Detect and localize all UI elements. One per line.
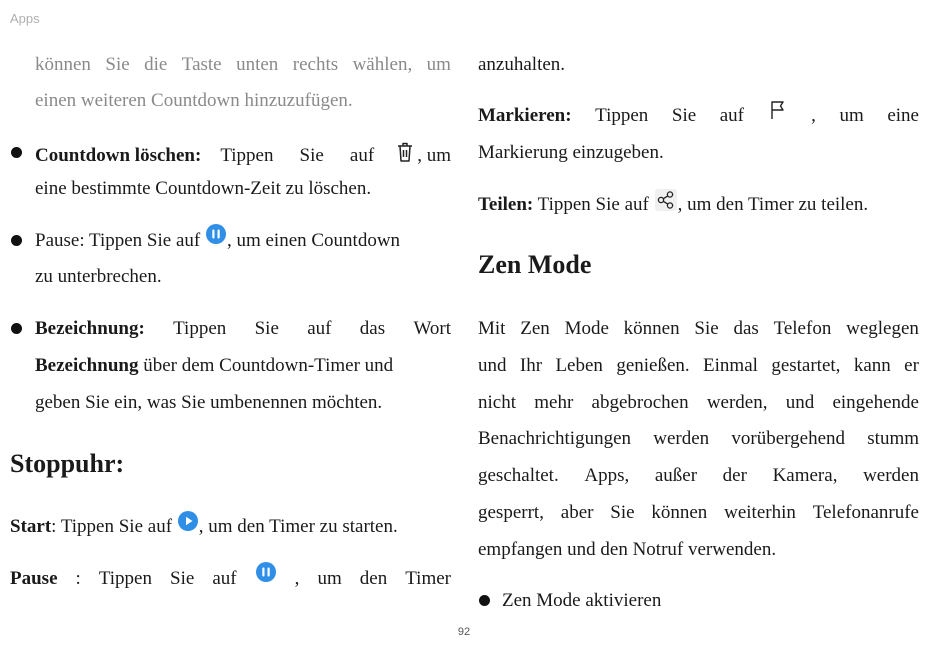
mark-line-1: [478, 104, 919, 128]
page-number: 92: [457, 626, 471, 638]
word: geschaltet.: [478, 465, 559, 486]
share-text-b: , um den Timer zu teilen.: [677, 193, 869, 215]
word: wählen,: [352, 54, 413, 75]
play-icon: [177, 510, 199, 539]
mark-line-2: Markierung einzugeben.: [478, 142, 664, 163]
word: weiterhin: [724, 502, 796, 523]
word: auf: [349, 144, 375, 166]
word: unten: [236, 54, 279, 75]
bullet-zen: [479, 595, 490, 606]
zen-para-line-3: [478, 391, 919, 415]
word: Zen: [520, 318, 550, 339]
word: können: [35, 54, 91, 75]
pause-icon: [255, 561, 277, 590]
word: stumm: [867, 428, 919, 449]
word: nicht: [478, 392, 516, 413]
word: Ihr: [519, 355, 543, 376]
left-line-2: einen weiteren Countdown hinzuzufügen.: [35, 90, 353, 111]
zen-para-line-6: [478, 501, 919, 525]
word: rechts: [292, 54, 339, 75]
word: eine: [887, 105, 919, 126]
running-header: Apps: [10, 11, 40, 26]
trash-icon: [395, 141, 415, 170]
word: Sie: [170, 568, 195, 589]
share-icon: [654, 188, 678, 219]
word: können: [623, 318, 680, 339]
word: das: [359, 318, 386, 339]
flag-icon: [768, 99, 788, 128]
zen-activate-item: Zen Mode aktivieren: [502, 590, 662, 611]
word: Telefon: [773, 318, 832, 339]
label-line-2: [35, 354, 451, 378]
word: außer: [654, 465, 698, 486]
right-line-1: anzuhalten.: [478, 54, 566, 75]
word: können: [651, 502, 708, 523]
zen-para-line-1: [478, 317, 919, 341]
word: die: [144, 54, 168, 75]
word: Sie: [105, 54, 130, 75]
word: kann: [853, 355, 891, 376]
word: Tippen: [595, 105, 649, 126]
word: Sie: [694, 318, 719, 339]
pause2-term: Pause: [10, 568, 58, 589]
word: und: [478, 355, 507, 376]
start-text-a: : Tippen Sie auf: [51, 516, 173, 537]
word: gestartet,: [771, 355, 841, 376]
word: das: [733, 318, 759, 339]
word: Einmal: [703, 355, 758, 376]
left-line-1: [35, 53, 451, 77]
zen-para-line-7: empfangen und den Notruf verwenden.: [478, 539, 777, 560]
word: Benachrichtigungen: [478, 428, 632, 449]
word: mehr: [534, 392, 574, 413]
word: abgebrochen: [591, 392, 689, 413]
stopwatch-heading: Stoppuhr:: [10, 449, 125, 478]
pause-text-a: Pause: Tippen Sie auf: [35, 230, 201, 251]
word: und: [785, 392, 815, 413]
delete-text-end: , um: [417, 144, 451, 166]
word: um: [839, 105, 864, 126]
pause-icon: [205, 223, 227, 252]
zen-heading: Zen Mode: [478, 250, 592, 279]
word: gesperrt,: [478, 502, 544, 523]
label-line-2-rest: über dem Countdown-Timer und: [138, 355, 394, 376]
word: Sie: [299, 144, 324, 166]
word: werden: [653, 428, 710, 449]
word: den: [359, 568, 388, 589]
word: Timer: [405, 568, 451, 589]
word: ,: [811, 105, 816, 126]
share-line: [478, 192, 868, 219]
delete-text: [201, 144, 393, 168]
word: werden: [863, 465, 919, 486]
word: Mit: [478, 318, 506, 339]
word: Telefonanrufe: [812, 502, 919, 523]
word: genießen.: [616, 355, 690, 376]
label-word-bold: Bezeichnung: [35, 355, 139, 376]
word: auf: [719, 105, 744, 126]
word: er: [904, 355, 919, 376]
word: aber: [560, 502, 594, 523]
label-line-1: [35, 317, 451, 341]
word: auf: [212, 568, 237, 589]
word: werden,: [706, 392, 768, 413]
word: :: [75, 568, 81, 589]
word: Leben: [555, 355, 603, 376]
label-term: Bezeichnung:: [35, 318, 145, 339]
word: Taste: [181, 54, 222, 75]
zen-para-line-4: [478, 427, 919, 451]
word: weglegen: [846, 318, 919, 339]
word: Tippen: [220, 144, 274, 166]
delete-line-1: [35, 141, 451, 170]
zen-para-line-2: [478, 354, 919, 378]
word: Mode: [564, 318, 609, 339]
pause-line-2: zu unterbrechen.: [35, 266, 162, 287]
start-text-b: , um den Timer zu starten.: [198, 516, 398, 537]
bullet-delete: [11, 147, 22, 158]
delete-label: Countdown löschen:: [35, 144, 202, 166]
word: eingehende: [832, 392, 919, 413]
word: ,: [294, 568, 300, 589]
word: Tippen: [98, 568, 152, 589]
word: vorübergehend: [731, 428, 846, 449]
bullet-pause: [11, 235, 22, 246]
pause-line-1: [35, 229, 400, 253]
share-text-a: Tippen Sie auf: [533, 193, 649, 215]
bullet-label: [11, 323, 22, 334]
pause2-line: [10, 567, 451, 591]
pause-text-b: , um einen Countdown: [226, 230, 401, 251]
start-line: [10, 515, 398, 539]
word: auf: [307, 318, 332, 339]
label-line-3: geben Sie ein, was Sie umbenennen möchten.: [35, 392, 383, 413]
word: Kamera,: [772, 465, 838, 486]
word: der: [722, 465, 747, 486]
mark-term: Markieren:: [478, 105, 572, 126]
word: Tippen: [173, 318, 227, 339]
word: um: [317, 568, 342, 589]
share-term: Teilen:: [478, 193, 534, 215]
word: Sie: [610, 502, 635, 523]
word: Apps,: [584, 465, 630, 486]
word: Sie: [254, 318, 279, 339]
word: Sie: [671, 105, 697, 126]
word: Wort: [413, 318, 451, 339]
zen-para-line-5: [478, 464, 919, 488]
word: um: [426, 54, 451, 75]
delete-line-2: eine bestimmte Countdown-Zeit zu löschen.: [35, 178, 372, 199]
start-term: Start: [10, 516, 52, 537]
